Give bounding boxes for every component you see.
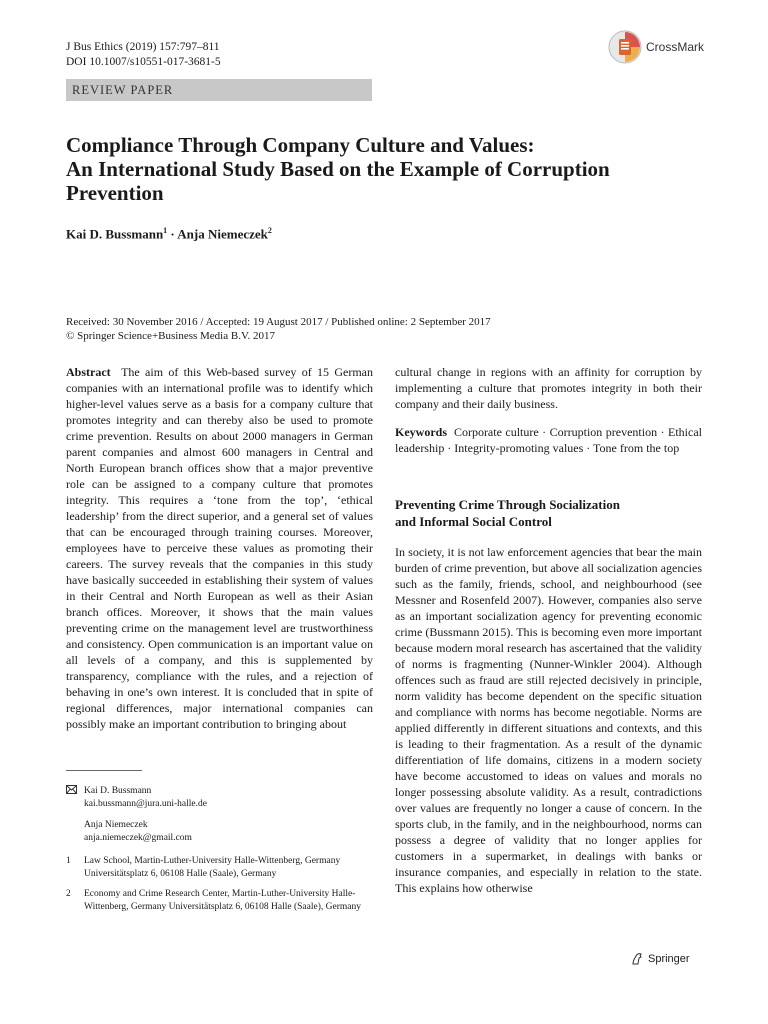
springer-horse-icon — [630, 952, 644, 966]
abstract-label: Abstract — [66, 365, 111, 379]
abstract — [66, 364, 373, 732]
abstract-continuation: cultural change in regions with an affinity for corruption by implementing a culture that promotes integrity in both their company and their daily business. — [395, 365, 702, 411]
publication-dates — [66, 315, 706, 343]
right-column — [395, 364, 702, 896]
abstract-text: The aim of this Web-based survey of 15 German companies with an international profile was to identify which higher-level values serve as a basis for a company culture that promotes integrity and can thereby also be used to promote crime prevention. Results on about 2000 managers in German parent companies and almost 600 managers in Central and North European branch offices show that a major preventive role can be assigned to a company culture that promotes integrity. This requires a ‘tone from the top’, ‘ethical leadership’ from the direct superior, and a general set of values that can be encouraged through training courses. Moreover, employees have to perceive these values as promoting their careers. The survey reveals that the companies in this study have basically succeeded in establishing their system of values in their Central and North European as well as their Asian branch offices. Moreover, it shows that the main values preventing crime on the management level are trustworthiness and consistency. Open communication is an important value on all levels of a company, and this is supplemented by transparency, compliance with the rules, and a rejection of behaving in one’s own interest. It is concluded that in spite of regional differences, major international companies can possibly make an important contribution to bringing about — [66, 365, 373, 731]
contact-email-1[interactable]: kai.bussmann@jura.uni-halle.de — [84, 799, 207, 809]
author-2-affiliation-mark: 2 — [267, 226, 272, 235]
journal-line: J Bus Ethics (2019) 157:797–811 — [66, 41, 220, 53]
dates-line: Received: 30 November 2016 / Accepted: 19 August 2017 / Published online: 2 September 2017 — [66, 316, 491, 328]
journal-citation — [66, 40, 221, 70]
keywords-label: Keywords — [395, 425, 447, 439]
section-body: In society, it is not law enforcement agencies that bear the main burden of crime prevention, but above all socialization agencies such as the family, friends, school, and neighbourhood (see Messner and Rosenfeld 2007). However, companies also serve as an important socialization agency for preventing economic crime (Bussmann 2015). This is becoming even more important because modern moral research has ascertained that the validity of norms is fragmenting (Nunner-Winkler 2004). Although offences such as fraud are still rejected decisively in principle, norm validity has become dependent on the specific situation and compliance with norms has become negotiable. Norms are applied differently in different situations and contexts, and this is leading to their fragmentation. As a result of the dynamic differentiation of life domains, citizens in a modern society have become accustomed to ideas on values and morals no longer possessing absolute validity. As a result, contradictions over values are frequently no longer a cause of concern. In the sports club, in the family, and in the neighbourhood, norms can possess a degree of validity that no longer applies for customers in a supermarket, in dealings with banks or insurance companies, and especially in relation to the state. This explains how otherwise — [395, 545, 702, 895]
publisher-logo — [630, 952, 690, 966]
copyright-line: © Springer Science+Business Media B.V. 2017 — [66, 330, 275, 342]
contact-email-2[interactable]: anja.niemeczek@gmail.com — [84, 833, 192, 843]
author-1[interactable]: Kai D. Bussmann — [66, 226, 164, 242]
affiliation-2 — [66, 888, 373, 914]
section-heading — [395, 496, 702, 530]
publisher-name: Springer — [648, 953, 690, 965]
footnote-divider — [66, 770, 142, 771]
author-separator: · — [167, 226, 178, 242]
title-line-3: Prevention — [66, 181, 164, 205]
author-2[interactable]: Anja Niemeczek — [177, 226, 268, 242]
keywords-text: Corporate culture · Corruption prevention · Ethical leadership · Integrity-promoting values · Tone from the top — [395, 425, 702, 455]
paper-type-banner: REVIEW PAPER — [66, 79, 372, 101]
section-heading-line-2: and Informal Social Control — [395, 514, 552, 529]
crossmark-label: CrossMark — [646, 40, 705, 54]
contact-block — [66, 785, 373, 845]
keywords — [395, 424, 702, 456]
title-line-2: An International Study Based on the Example of Corruption — [66, 157, 610, 181]
doi-link[interactable]: DOI 10.1007/s10551-017-3681-5 — [66, 56, 221, 68]
envelope-icon — [66, 785, 82, 799]
author-list — [66, 226, 272, 242]
section-heading-line-1: Preventing Crime Through Socialization — [395, 497, 620, 512]
contact-name-1: Kai D. Bussmann — [84, 786, 152, 796]
contact-name-2: Anja Niemeczek — [84, 820, 148, 830]
left-column — [66, 364, 373, 732]
author-1-affiliation-mark: 1 — [163, 226, 168, 235]
affiliation-2-text: Economy and Crime Research Center, Martin-Luther-University Halle-Wittenberg, Germany Universitätsplatz 6, 06108 Halle (Saale), Germany — [84, 889, 361, 912]
affiliation-2-mark: 2 — [66, 889, 71, 899]
affiliation-1-text: Law School, Martin-Luther-University Halle-Wittenberg, Germany Universitätsplatz 6, 06108 Halle (Saale), Germany — [84, 856, 341, 879]
affiliation-1 — [66, 855, 373, 881]
crossmark-icon — [608, 30, 642, 64]
paper-title — [66, 133, 686, 205]
affiliation-1-mark: 1 — [66, 856, 71, 866]
crossmark-badge[interactable] — [608, 30, 704, 64]
title-line-1: Compliance Through Company Culture and Values: — [66, 133, 535, 157]
